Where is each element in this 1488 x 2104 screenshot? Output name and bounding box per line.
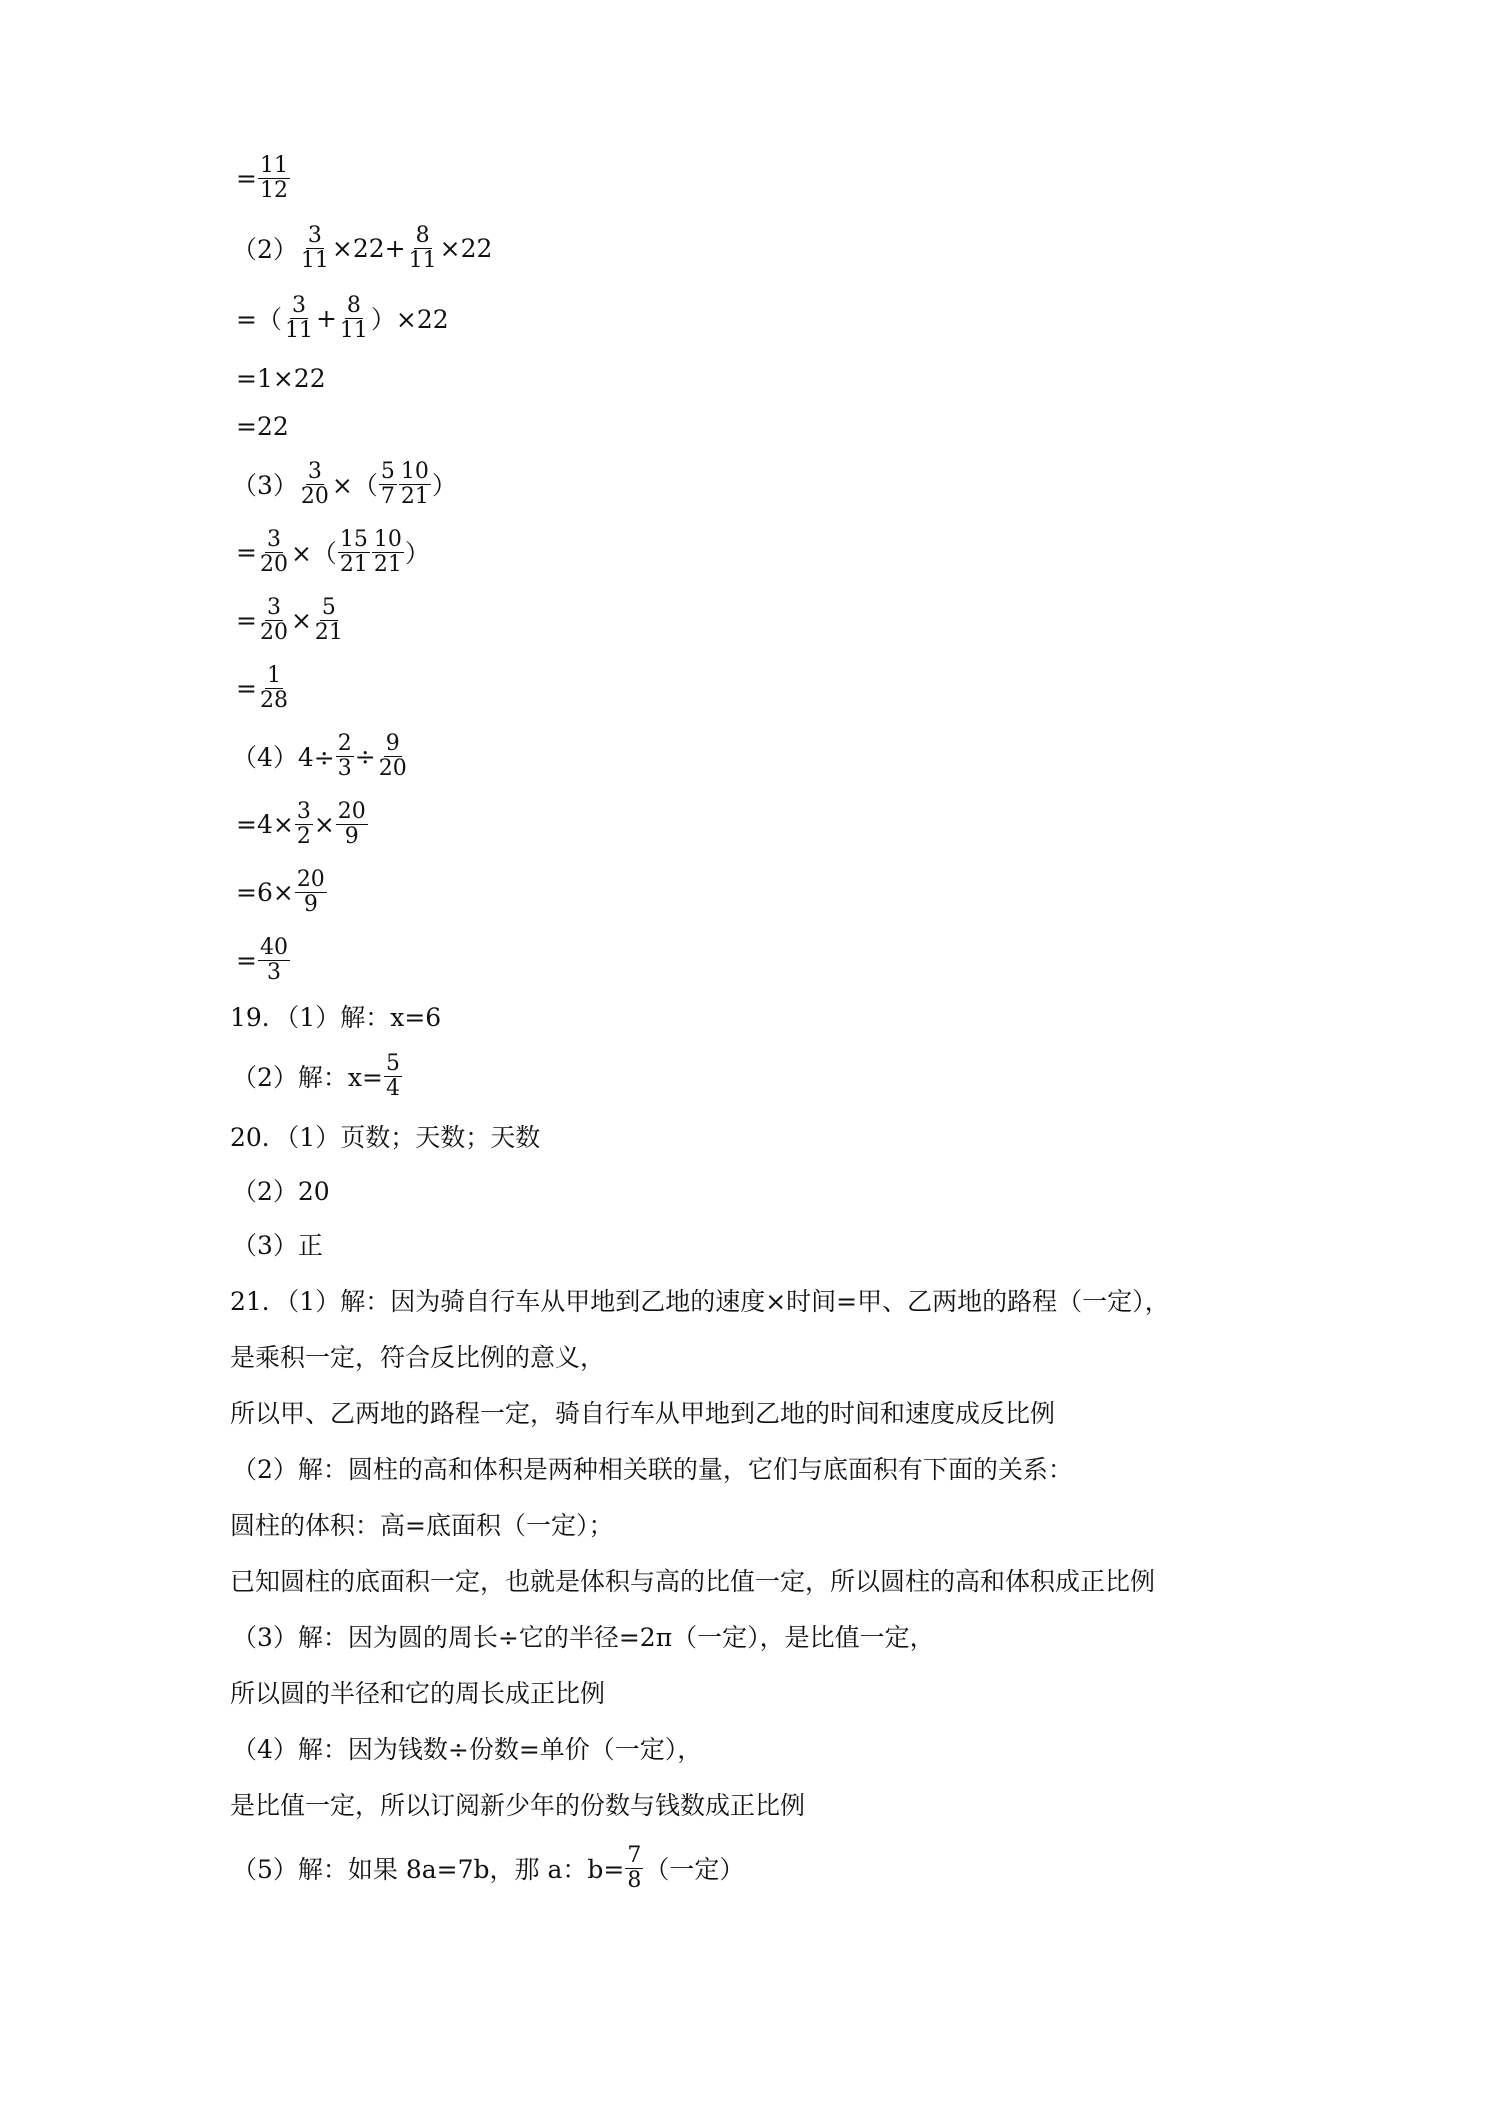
text-line <box>236 800 369 848</box>
denominator: 4 <box>385 1075 400 1101</box>
text-line <box>236 528 430 576</box>
numerator: 3 <box>307 458 322 484</box>
fraction <box>299 460 331 509</box>
text-run: ×22 <box>439 233 493 263</box>
numerator: 3 <box>266 526 281 552</box>
fraction <box>338 528 370 577</box>
text-line <box>232 1724 702 1772</box>
fraction <box>372 528 404 577</box>
denominator: 20 <box>300 483 329 509</box>
denominator: 9 <box>303 891 318 917</box>
denominator: 3 <box>266 959 281 985</box>
fraction <box>258 596 290 645</box>
denominator: 20 <box>259 619 288 645</box>
text-line <box>232 1166 330 1214</box>
text-run: ）×22 <box>370 305 449 334</box>
text-line <box>232 1052 403 1100</box>
text-run: ×（ <box>290 539 337 568</box>
text-run: 已知圆柱的底面积一定，也就是体积与高的比值一定，所以圆柱的高和体积成正比例 <box>230 1567 1156 1596</box>
text-line <box>232 460 457 508</box>
numerator: 8 <box>346 292 361 318</box>
text-line <box>230 1556 1155 1604</box>
denominator: 11 <box>284 317 313 343</box>
text-run: （一定） <box>644 1855 745 1884</box>
denominator: 12 <box>259 177 288 203</box>
text-run: （5）解：如果 8a=7b，那 a：b= <box>232 1855 625 1884</box>
text-line <box>232 224 492 272</box>
text-run: =22 <box>236 411 289 441</box>
fraction <box>384 1052 402 1101</box>
numerator: 5 <box>321 594 336 620</box>
text-run: 是比值一定，所以订阅新少年的份数与钱数成正比例 <box>230 1791 806 1820</box>
text-run: （2） <box>232 235 298 264</box>
denominator: 21 <box>339 551 368 577</box>
text-line <box>236 596 346 644</box>
numerator: 3 <box>266 594 281 620</box>
text-run: （3）正 <box>232 1231 323 1260</box>
text-run: （2）解：x= <box>232 1063 383 1092</box>
text-run: × <box>313 809 335 839</box>
text-run: 圆柱的体积：高=底面积（一定）； <box>230 1511 614 1540</box>
text-run: ×（ <box>331 471 378 500</box>
denominator: 2 <box>296 823 311 849</box>
text-run: （2）20 <box>232 1177 330 1206</box>
denominator: 20 <box>259 551 288 577</box>
fraction <box>283 294 315 343</box>
text-run: 20．（1）页数；天数；天数 <box>230 1123 541 1152</box>
text-run: ） <box>404 539 430 568</box>
text-run: 21．（1）解：因为骑自行车从甲地到乙地的速度×时间=甲、乙两地的路程（一定）， <box>230 1287 1170 1316</box>
text-line <box>232 1220 323 1268</box>
numerator: 3 <box>307 222 322 248</box>
text-line <box>236 402 289 450</box>
numerator: 5 <box>380 458 395 484</box>
numerator: 10 <box>373 526 402 552</box>
text-line <box>232 1844 744 1892</box>
text-run: ÷ <box>354 741 376 771</box>
text-run: （3） <box>232 471 298 500</box>
text-line <box>236 294 449 342</box>
text-line <box>232 1612 935 1660</box>
text-line <box>232 1444 1073 1492</box>
denominator: 11 <box>339 317 368 343</box>
text-run: 是乘积一定，符合反比例的意义， <box>230 1343 606 1372</box>
text-run: =6× <box>236 877 294 907</box>
numerator: 40 <box>259 934 288 960</box>
denominator: 20 <box>378 755 407 781</box>
text-run: （4）解：因为钱数÷份数=单价（一定）， <box>232 1735 703 1764</box>
fraction <box>258 154 290 203</box>
text-line <box>230 1388 1055 1436</box>
fraction <box>258 936 290 985</box>
text-run: 19．（1）解：x=6 <box>230 1003 442 1032</box>
numerator: 20 <box>296 866 325 892</box>
text-line <box>232 732 410 780</box>
text-line <box>230 1332 605 1380</box>
text-run: ） <box>431 471 457 500</box>
text-line <box>230 1668 605 1716</box>
text-run: = <box>236 163 257 193</box>
text-run: = <box>236 945 257 975</box>
fraction <box>399 460 431 509</box>
text-run: （3）解：因为圆的周长÷它的半径=2π（一定），是比值一定， <box>232 1623 935 1652</box>
text-line <box>230 1500 613 1548</box>
denominator: 11 <box>300 247 329 273</box>
text-run: ×22+ <box>331 233 406 263</box>
fraction <box>313 596 345 645</box>
denominator: 21 <box>314 619 343 645</box>
numerator: 3 <box>296 798 311 824</box>
text-run: （2）解：圆柱的高和体积是两种相关联的量，它们与底面积有下面的关系： <box>232 1455 1073 1484</box>
denominator: 8 <box>627 1867 642 1893</box>
fraction <box>295 868 327 917</box>
denominator: 11 <box>408 247 437 273</box>
text-run: = <box>236 673 257 703</box>
numerator: 1 <box>266 662 281 688</box>
denominator: 9 <box>344 823 359 849</box>
fraction <box>258 664 290 713</box>
text-line <box>236 868 328 916</box>
text-run: 所以圆的半径和它的周长成正比例 <box>230 1679 606 1708</box>
numerator: 9 <box>385 730 400 756</box>
text-run: + <box>315 303 337 333</box>
numerator: 3 <box>291 292 306 318</box>
text-line <box>230 1112 540 1160</box>
fraction <box>379 460 397 509</box>
numerator: 5 <box>385 1050 400 1076</box>
denominator: 28 <box>259 687 288 713</box>
numerator: 11 <box>259 152 288 178</box>
fraction <box>295 800 313 849</box>
numerator: 20 <box>337 798 366 824</box>
denominator: 21 <box>400 483 429 509</box>
text-run: =1×22 <box>236 363 326 393</box>
denominator: 7 <box>380 483 395 509</box>
fraction <box>336 800 368 849</box>
text-line <box>236 936 291 984</box>
text-line <box>236 354 326 402</box>
fraction <box>299 224 331 273</box>
text-line <box>230 1780 805 1828</box>
denominator: 3 <box>337 755 352 781</box>
fraction <box>407 224 439 273</box>
text-run: =（ <box>236 305 282 334</box>
numerator: 7 <box>627 1842 642 1868</box>
numerator: 2 <box>337 730 352 756</box>
denominator: 21 <box>373 551 402 577</box>
fraction <box>377 732 409 781</box>
text-run: × <box>290 605 312 635</box>
text-run: = <box>236 537 257 567</box>
text-run: 所以甲、乙两地的路程一定，骑自行车从甲地到乙地的时间和速度成反比例 <box>230 1399 1056 1428</box>
text-run: =4× <box>236 809 294 839</box>
text-line <box>236 154 291 202</box>
text-run: = <box>236 605 257 635</box>
text-line <box>230 1276 1170 1324</box>
text-line <box>230 992 441 1040</box>
fraction <box>625 1844 643 1893</box>
numerator: 15 <box>339 526 368 552</box>
numerator: 10 <box>400 458 429 484</box>
fraction <box>338 294 370 343</box>
fraction <box>336 732 354 781</box>
fraction <box>258 528 290 577</box>
numerator: 8 <box>415 222 430 248</box>
text-line <box>236 664 291 712</box>
text-run: （4）4÷ <box>232 743 335 772</box>
